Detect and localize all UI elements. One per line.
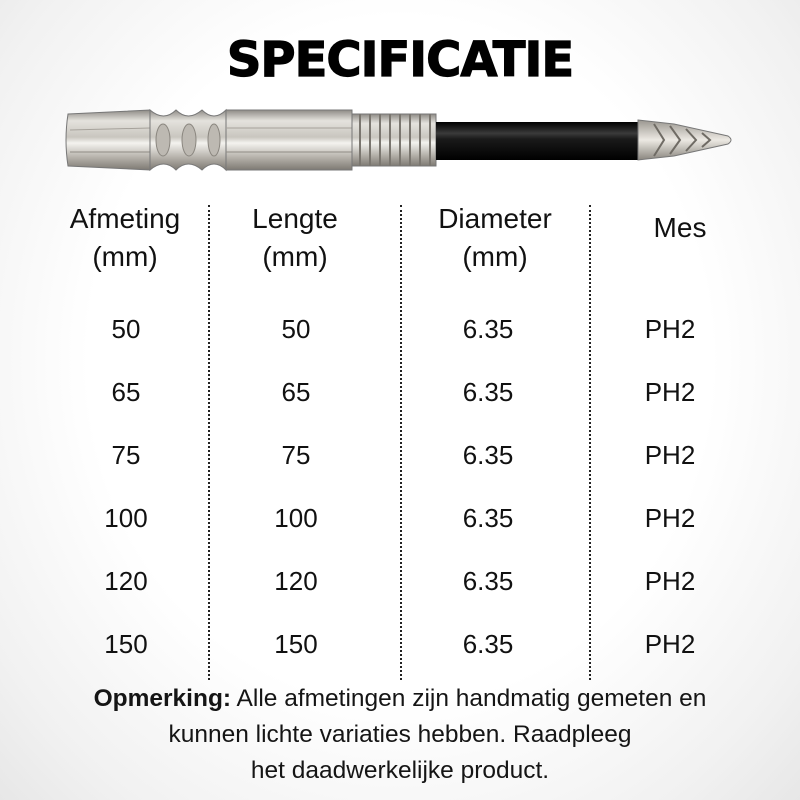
column-header-afmeting: Afmeting (mm) bbox=[69, 203, 181, 272]
note-line-1: Alle afmetingen zijn handmatig gemeten en bbox=[231, 685, 707, 712]
table-cell-mes: PH2 bbox=[644, 503, 696, 533]
column-divider bbox=[208, 205, 210, 680]
table-cell-lengte: 50 bbox=[281, 314, 311, 344]
table-cell-mes: PH2 bbox=[644, 566, 696, 596]
note-line-2: kunnen lichte variaties hebben. Raadpleeg bbox=[168, 721, 632, 748]
table-cell-lengte: 100 bbox=[274, 503, 318, 533]
table-cell-afmeting: 50 bbox=[111, 314, 141, 344]
table-cell-afmeting: 75 bbox=[111, 440, 141, 470]
table-cell-mes: PH2 bbox=[644, 629, 696, 659]
note-line-3: het daadwerkelijke product. bbox=[250, 757, 550, 784]
table-cell-lengte: 65 bbox=[281, 377, 311, 407]
screwdriver-bit-image bbox=[64, 100, 736, 180]
table-cell-mes: PH2 bbox=[644, 377, 696, 407]
page-title: SPECIFICATIE bbox=[226, 32, 574, 88]
table-cell-afmeting: 100 bbox=[104, 503, 148, 533]
table-cell-diameter: 6.35 bbox=[462, 503, 514, 533]
table-cell-diameter: 6.35 bbox=[462, 314, 514, 344]
column-divider bbox=[400, 205, 402, 680]
column-header-lengte: Lengte (mm) bbox=[252, 203, 338, 272]
disclaimer-note bbox=[0, 681, 800, 789]
table-cell-diameter: 6.35 bbox=[462, 440, 514, 470]
table-cell-diameter: 6.35 bbox=[462, 377, 514, 407]
table-cell-afmeting: 120 bbox=[104, 566, 148, 596]
table-cell-afmeting: 150 bbox=[104, 629, 148, 659]
table-cell-diameter: 6.35 bbox=[462, 629, 514, 659]
table-cell-afmeting: 65 bbox=[111, 377, 141, 407]
table-cell-diameter: 6.35 bbox=[462, 566, 514, 596]
column-divider bbox=[589, 205, 591, 680]
note-label: Opmerking: bbox=[93, 685, 232, 712]
table-cell-mes: PH2 bbox=[644, 314, 696, 344]
table-cell-lengte: 75 bbox=[281, 440, 311, 470]
column-header-diameter: Diameter (mm) bbox=[438, 203, 552, 272]
column-header-mes: Mes bbox=[653, 212, 707, 243]
table-cell-lengte: 150 bbox=[274, 629, 318, 659]
table-cell-lengte: 120 bbox=[274, 566, 318, 596]
table-cell-mes: PH2 bbox=[644, 440, 696, 470]
